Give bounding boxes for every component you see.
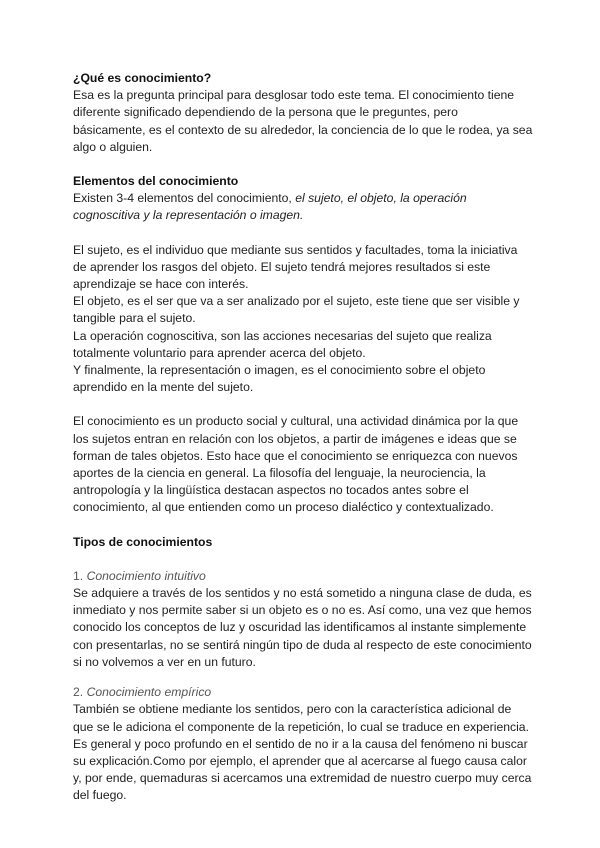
paragraph-definicion: Esa es la pregunta principal para desglosar todo este tema. El conocimiento tiene diferente significado dependiendo de la persona que le preguntes, pero básicamente, es el contexto de su alrededor, la conciencia de lo que le rodea, ya sea algo o alguien. (73, 88, 533, 154)
paragraph-objeto: El objeto, es el ser que va a ser analizado por el sujeto, este tiene que ser visible y tangible para el sujeto. (73, 294, 520, 326)
paragraph-operacion: La operación cognoscitiva, son las acciones necesarias del sujeto que realiza totalmente voluntario para aprender acerca del objeto. (73, 328, 492, 360)
elementos-intro-italic: el sujeto, el objeto, la operación cognoscitiva y la representación o imagen. (73, 191, 467, 223)
paragraph-sujeto: El sujeto, es el individuo que mediante sus sentidos y facultades, toma la iniciativa de aprender los rasgos del objeto. El sujeto tendrá mejores resultados si este aprendizaje se hace con interés. (73, 242, 518, 292)
tipo-2-name: Conocimiento empírico (86, 685, 212, 700)
paragraph-producto-social: El conocimiento es un producto social y cultural, una actividad dinámica por la que los sujetos entran en relación con los objetos, a partir de imágenes e ideas que se forman de tales objetos. Esto hace que el conocimiento se enriquezca con nuevos aportes de la ciencia en general. La filosofía del lenguaje, la neurociencia, la antropología y la lingüística destacan aspectos no tocados antes sobre el conocimiento, al que entienden como un proceso dialéctico y contextualizado. (73, 414, 519, 515)
paragraph-representacion: Y finalmente, la representación o imagen, es el conocimiento sobre el objeto aprendido en la mente del sujeto. (73, 363, 486, 395)
elementos-intro-text: Existen 3-4 elementos del conocimiento, (73, 191, 296, 206)
paragraph-tipo-2: También se obtiene mediante los sentidos, pero con la característica adicional de que se le adiciona el componente de la repetición, lo cual se traduce en experiencia. Es general y poco profundo en el sentido de no ir a la causa del fenómeno ni buscar su explicación.Como por ejemplo, el aprender que al acercarse al fuego causa calor y, por ende, quemaduras si acercamos una extremidad de nuestro cuerpo muy cerca del fuego. (73, 702, 532, 803)
heading-que-es-conocimiento: ¿Qué es conocimiento? (73, 71, 212, 85)
subheading-tipo-2 (73, 684, 533, 701)
paragraph-elementos-intro (73, 190, 533, 224)
document-content (73, 70, 533, 805)
paragraph-tipo-1: Se adquiere a través de los sentidos y no está sometido a ninguna clase de duda, es inmediato y nos permite saber si un objeto es o no es. Así como, una vez que hemos conocido los conceptos de luz y oscuridad las identificamos al instante simplemente con presentarlas, no se sentirá ningún tipo de duda al respecto de este conocimiento si no volvemos a ver en un futuro. (73, 586, 532, 669)
subheading-tipo-1 (73, 568, 533, 585)
tipo-2-number: 2. (73, 685, 87, 700)
heading-tipos: Tipos de conocimientos (73, 534, 213, 549)
heading-elementos: Elementos del conocimiento (73, 174, 239, 189)
tipo-1-number: 1. (73, 568, 87, 583)
tipo-1-name: Conocimiento intuitivo (86, 568, 206, 583)
